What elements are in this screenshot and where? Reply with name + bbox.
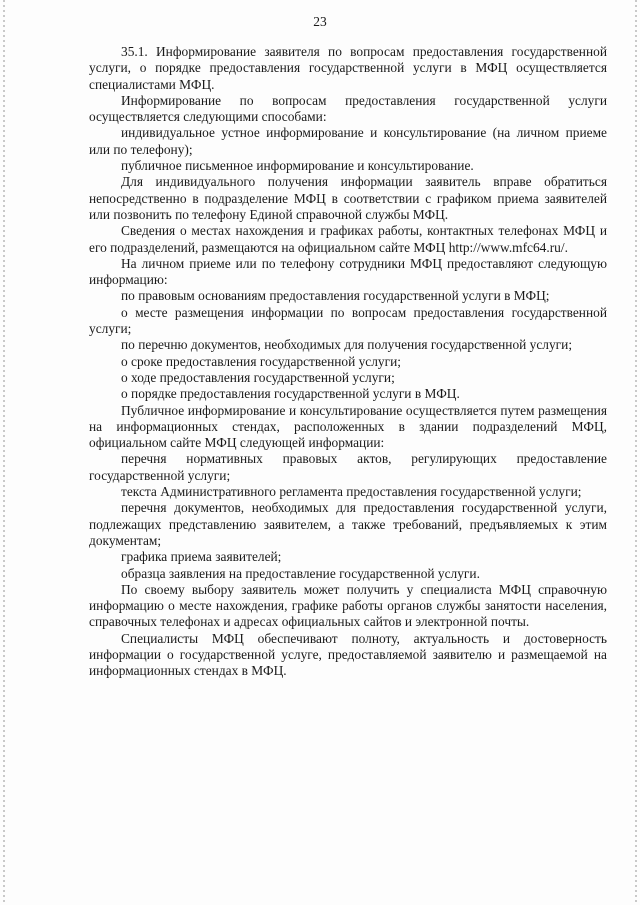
paragraph: Сведения о местах нахождения и графиках работы, контактных телефонах МФЦ и его подразделений, размещаются на официальном сайте МФЦ http://www.mfc64.ru/. — [89, 223, 607, 255]
list-item: индивидуальное устное информирование и консультирование (на личном приеме или по телефону); — [89, 125, 607, 157]
list-item: графика приема заявителей; — [121, 549, 282, 565]
paragraph: Информирование по вопросам предоставления государственной услуги осуществляется следующими способами: — [89, 92, 607, 125]
paragraph: На личном приеме или по телефону сотрудники МФЦ предоставляют следующую информацию: — [89, 255, 607, 288]
paragraph: 35.1. Информирование заявителя по вопросам предоставления государственной услуги, о порядке предоставления государственной услуги в МФЦ осуществляется специалистами МФЦ. — [89, 44, 607, 92]
list-item: о месте размещения информации по вопросам предоставления государственной услуги; — [89, 304, 607, 337]
document-body — [89, 44, 607, 680]
list-item: о ходе предоставления государственной услуги; — [121, 369, 395, 385]
list-item: по правовым основаниям предоставления государственной услуги в МФЦ; — [121, 288, 550, 304]
list-item: о сроке предоставления государственной услуги; — [121, 353, 401, 369]
list-item: перечня нормативных правовых актов, регулирующих предоставление государственной услуги; — [89, 451, 607, 483]
list-item: о порядке предоставления государственной услуги в МФЦ. — [121, 386, 460, 402]
paragraph: По своему выбору заявитель может получить у специалиста МФЦ справочную информацию о месте нахождения, графике работы органов службы занятости населения, справочных телефонах и адресах официальных сайтов и электронной почты. — [89, 581, 607, 630]
list-item: образца заявления на предоставление государственной услуги. — [121, 565, 480, 581]
paragraph: Специалисты МФЦ обеспечивают полноту, актуальность и достоверность информации о государственной услуге, предоставляемой заявителю и размещаемой на информационных стендах в МФЦ. — [89, 630, 607, 679]
scan-edge-left — [3, 0, 5, 905]
page-number: 23 — [313, 14, 327, 29]
scan-edge-right — [635, 0, 637, 905]
list-item: публичное письменное информирование и консультирование. — [121, 158, 474, 174]
list-item: по перечню документов, необходимых для получения государственной услуги; — [121, 337, 573, 353]
list-item: перечня документов, необходимых для предоставления государственной услуги, подлежащих представлению заявителем, а также требований, предъявляемых к этим документам; — [89, 500, 607, 548]
paragraph: Публичное информирование и консультирование осуществляется путем размещения на информационных стендах, расположенных в здании подразделений МФЦ, официальном сайте МФЦ следующей информации: — [89, 402, 607, 451]
list-item: текста Административного регламента предоставления государственной услуги; — [121, 484, 582, 500]
paragraph: Для индивидуального получения информации заявитель вправе обратиться непосредственно в подразделение МФЦ в соответствии с графиком приема заявителей или позвонить по телефону Единой справочной службы МФЦ. — [89, 174, 607, 222]
